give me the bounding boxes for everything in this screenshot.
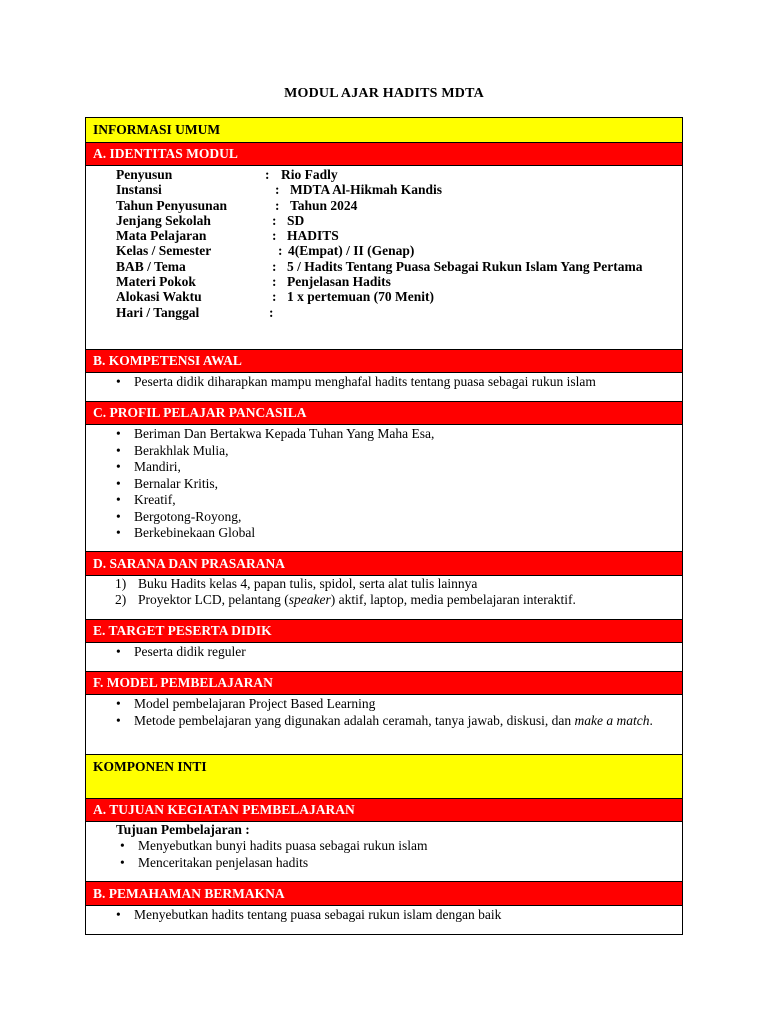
id-row-instansi: Instansi : MDTA Al-Hikmah Kandis (116, 182, 443, 198)
list-item: • Menyebutkan hadits tentang puasa sebagai rukun islam dengan baik (86, 907, 682, 924)
list-item: • Menyebutkan bunyi hadits puasa sebagai rukun islam (90, 838, 682, 855)
list-item: • Peserta didik reguler (86, 644, 682, 661)
profil-body (86, 425, 682, 552)
informasi-umum-header: INFORMASI UMUM (86, 118, 682, 143)
identitas-body (86, 166, 682, 350)
pemahaman-body (86, 906, 682, 934)
id-row-materi: Materi Pokok : Penjelasan Hadits (116, 274, 391, 290)
identitas-header: A. IDENTITAS MODUL (86, 143, 682, 166)
kompetensi-body (86, 373, 682, 402)
list-item: • Metode pembelajaran yang digunakan adalah ceramah, tanya jawab, diskusi, dan make a match. (86, 713, 682, 730)
module-table (85, 117, 683, 935)
tujuan-subtitle: Tujuan Pembelajaran : (116, 822, 250, 837)
list-item: • Kreatif, (86, 492, 682, 509)
list-item: • Model pembelajaran Project Based Learning (86, 696, 682, 713)
target-header: E. TARGET PESERTA DIDIK (86, 620, 682, 643)
komponen-inti-header: KOMPONEN INTI (86, 755, 682, 799)
id-row-alokasi: Alokasi Waktu : 1 x pertemuan (70 Menit) (116, 289, 434, 305)
pemahaman-header: B. PEMAHAMAN BERMAKNA (86, 882, 682, 906)
id-row-penyusun: Penyusun : Rio Fadly (116, 167, 338, 182)
model-header: F. MODEL PEMBELAJARAN (86, 672, 682, 695)
id-row-bab: BAB / Tema : 5 / Hadits Tentang Puasa Sebagai Rukun Islam Yang Pertama (116, 258, 643, 274)
list-item: • Berkebinekaan Global (86, 525, 682, 542)
id-row-mapel: Mata Pelajaran : HADITS (116, 228, 339, 244)
id-row-tahun: Tahun Penyusunan : Tahun 2024 (116, 197, 358, 213)
profil-header: C. PROFIL PELAJAR PANCASILA (86, 402, 682, 425)
list-item: • Menceritakan penjelasan hadits (90, 855, 682, 872)
list-item: • Bernalar Kritis, (86, 476, 682, 493)
kompetensi-header: B. KOMPETENSI AWAL (86, 350, 682, 373)
list-item: 1) Buku Hadits kelas 4, papan tulis, spidol, serta alat tulis lainnya (115, 576, 478, 591)
sarana-header: D. SARANA DAN PRASARANA (86, 552, 682, 576)
tujuan-header: A. TUJUAN KEGIATAN PEMBELAJARAN (86, 799, 682, 822)
model-body (86, 695, 682, 755)
id-row-hari: Hari / Tanggal : (116, 304, 274, 320)
id-row-kelas: Kelas / Semester : 4(Empat) / II (Genap) (116, 243, 415, 259)
list-item: • Mandiri, (86, 459, 682, 476)
sarana-body (86, 576, 682, 620)
list-item: • Berakhlak Mulia, (86, 443, 682, 460)
list-item: 2) Proyektor LCD, pelantang (speaker) aktif, laptop, media pembelajaran interaktif. (115, 592, 576, 607)
page-title: MODUL AJAR HADITS MDTA (284, 86, 484, 101)
target-body (86, 643, 682, 672)
id-row-jenjang: Jenjang Sekolah : SD (116, 212, 305, 228)
list-item: • Bergotong-Royong, (86, 509, 682, 526)
list-item: • Beriman Dan Bertakwa Kepada Tuhan Yang Maha Esa, (86, 426, 682, 443)
list-item: • Peserta didik diharapkan mampu menghafal hadits tentang puasa sebagai rukun islam (86, 374, 682, 391)
tujuan-body (86, 822, 682, 882)
